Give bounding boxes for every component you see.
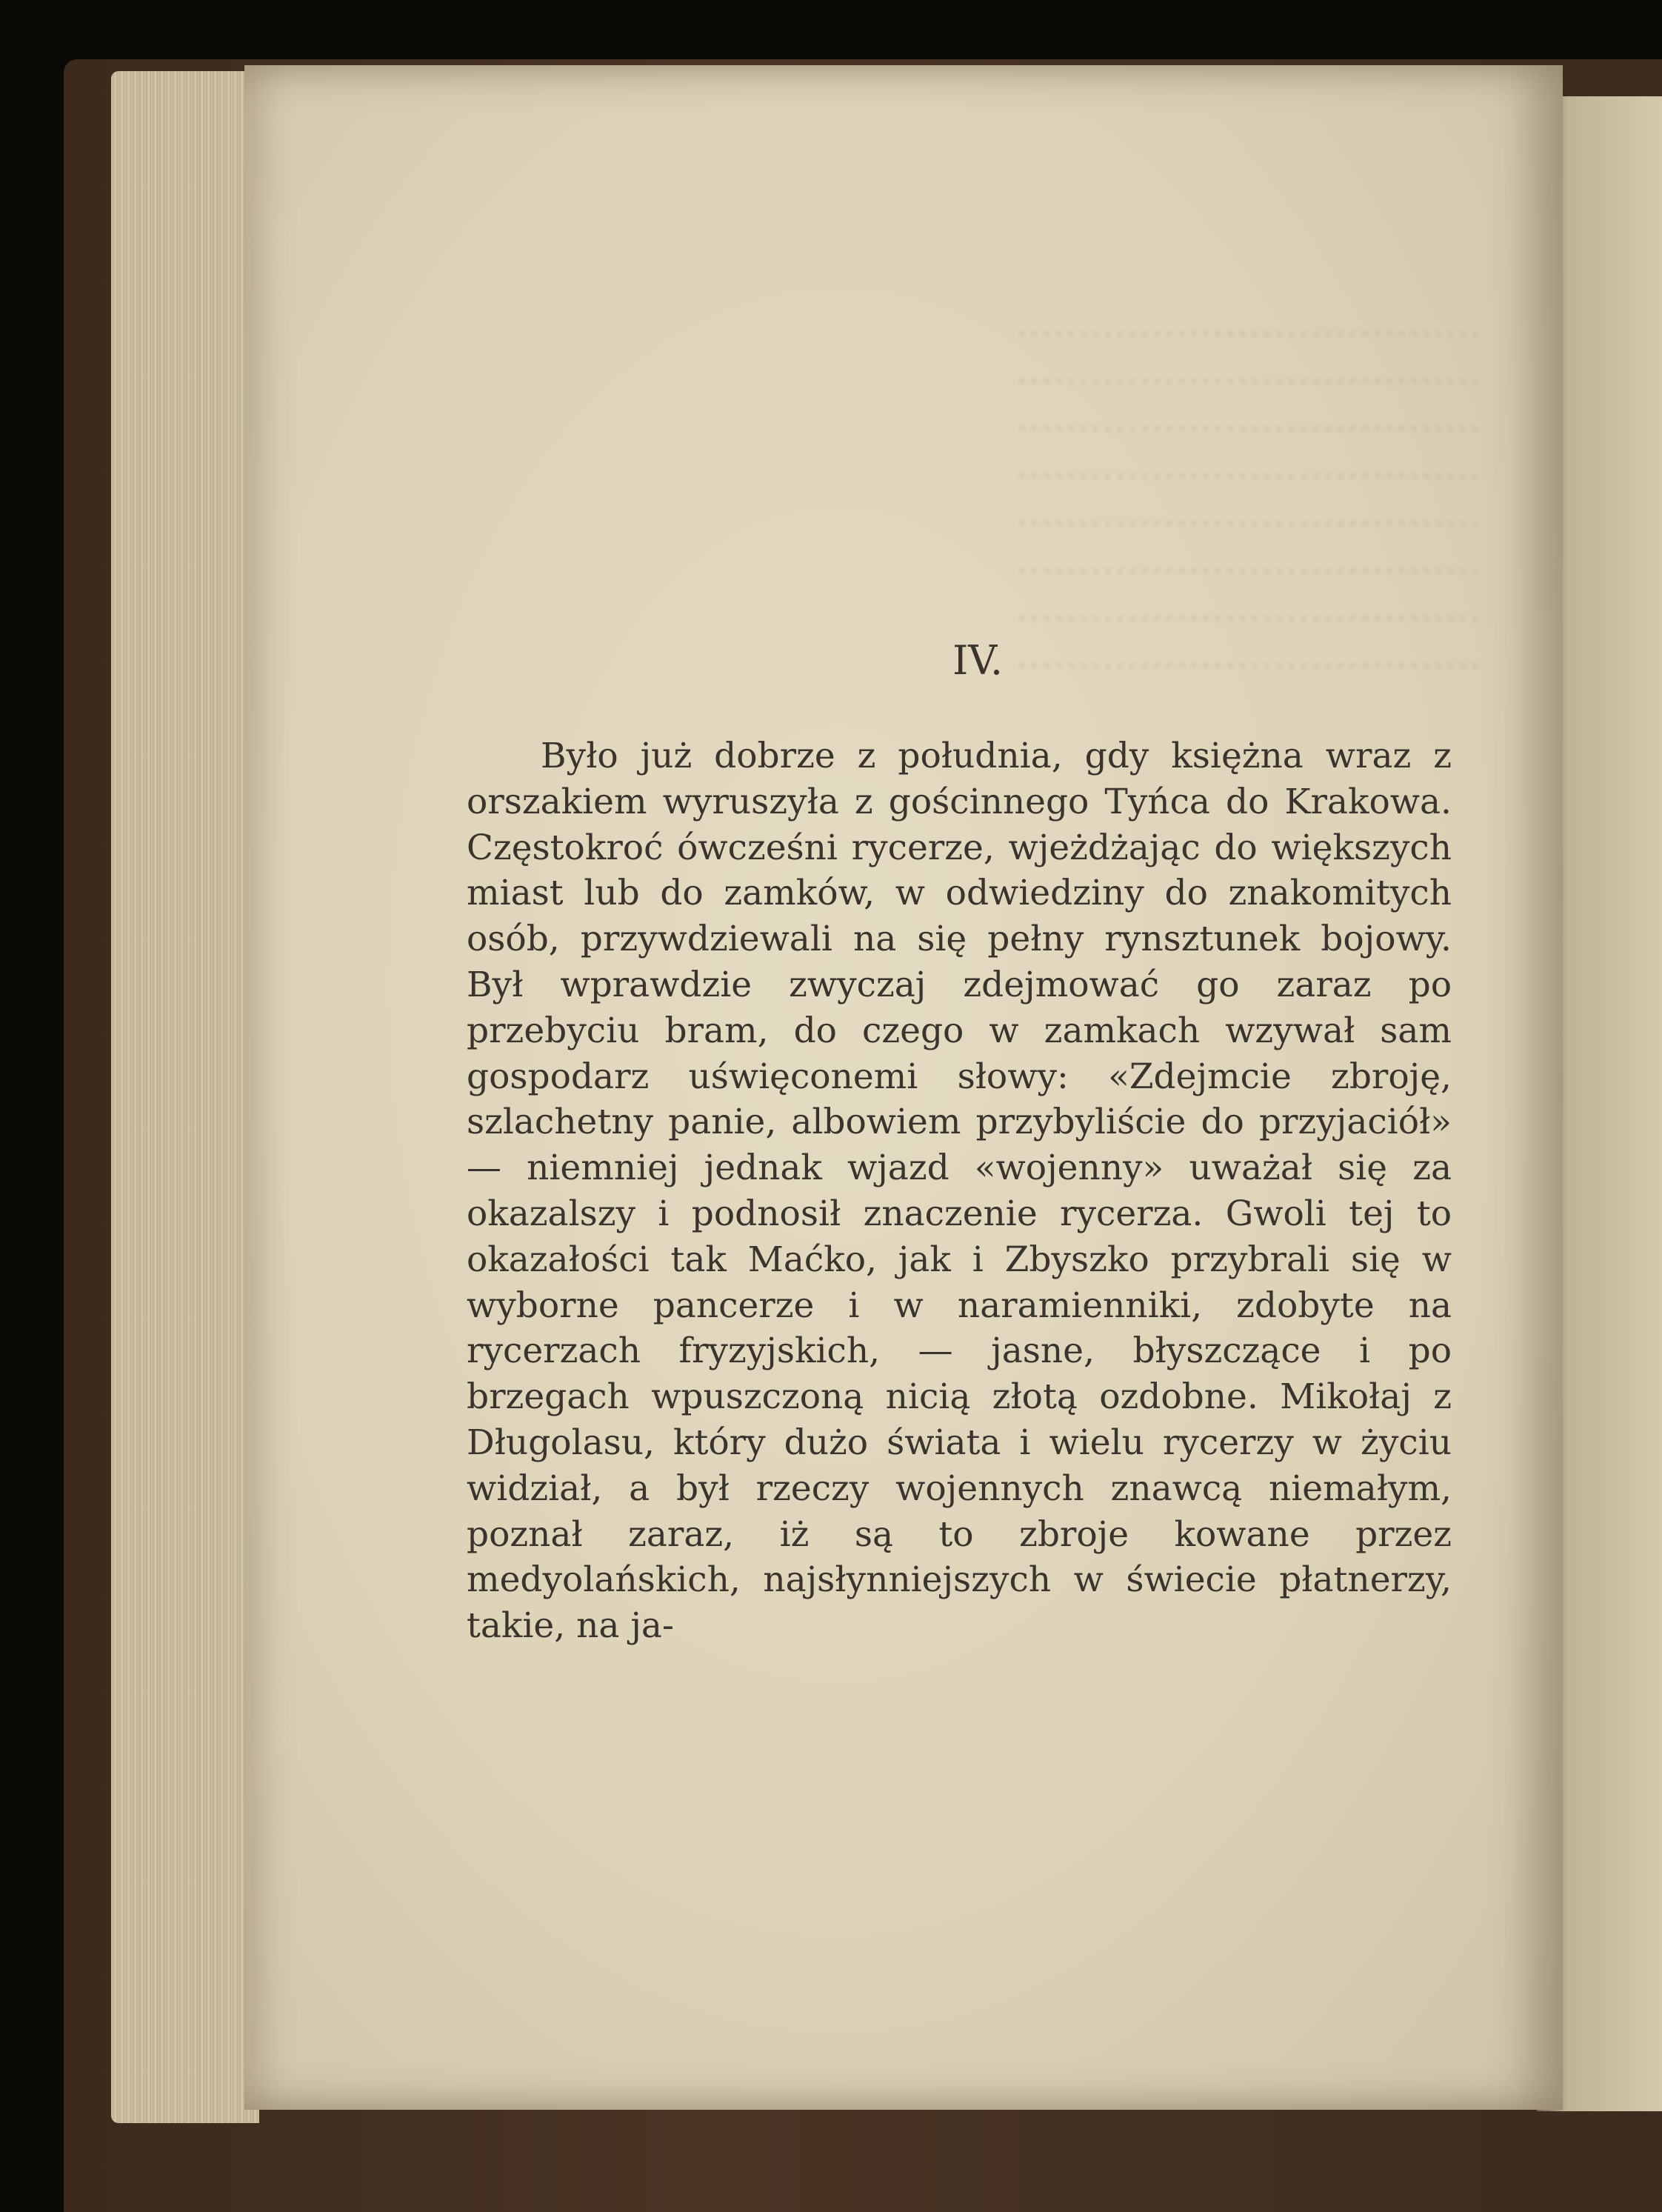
page-edges	[111, 71, 259, 2123]
chapter-heading: IV.	[952, 637, 1004, 684]
body-text	[467, 733, 1452, 1649]
show-through-text: ······································ ······································ ······································ ······································ ······································ ······································ ······································ ······································	[1015, 313, 1481, 689]
paragraph: Było już dobrze z południa, gdy księżna wraz z orszakiem wyruszyła z gościnnego Tyńca do Krakowa. Częstokroć ówcześni rycerze, wjeżdżając do większych miast lub do zamków, w odwiedziny do znakomitych osób, przywdziewali na się pełny rynsztunek bojowy. Był wprawdzie zwyczaj zdejmować go zaraz po przebyciu bram, do czego w zamkach wzywał sam gospodarz uświęconemi słowy: «Zdejmcie zbroję, szlachetny panie, albowiem przybyliście do przyjaciół» — niemniej jednak wjazd «wojenny» uważał się za okazalszy i podnosił znaczenie rycerza. Gwoli tej to okazałości tak Maćko, jak i Zbyszko przybrali się w wyborne pancerze i w naramienniki, zdobyte na rycerzach fryzyjskich, — jasne, błyszczące i po brzegach wpuszczoną nicią złotą ozdobne. Mikołaj z Długolasu, który dużo świata i wielu rycerzy w życiu widział, a był rzeczy wojennych znawcą niemałym, poznał zaraz, iż są to zbroje kowane przez medyolańskich, najsłynniejszych w świecie płatnerzy, takie, na ja-	[467, 736, 1452, 1647]
